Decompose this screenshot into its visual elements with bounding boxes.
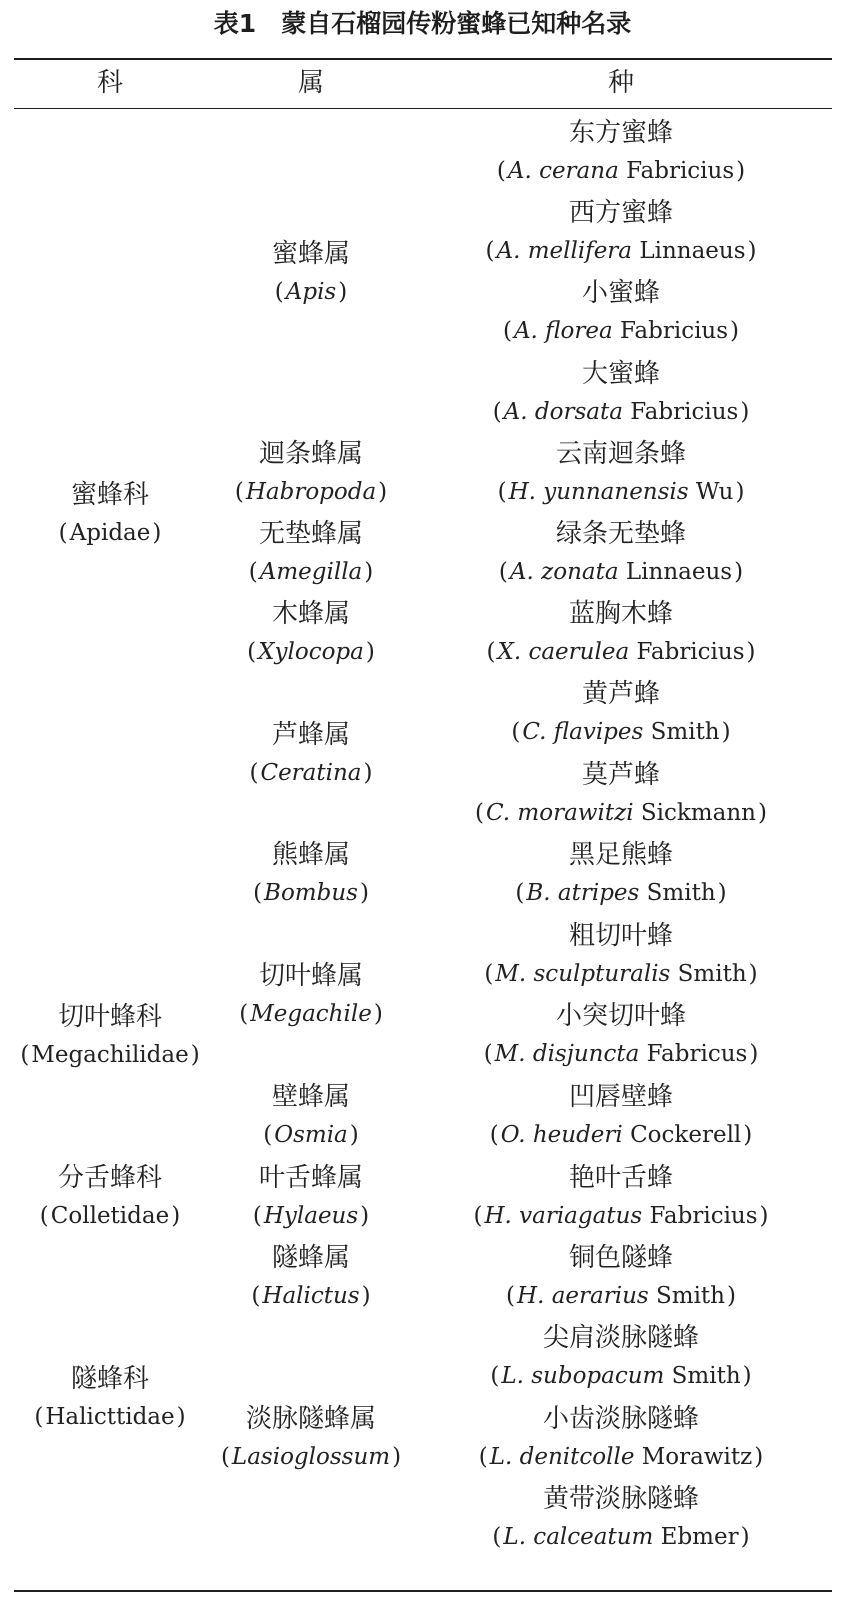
bottom-rule — [14, 1590, 832, 1592]
header-genus: 属 — [297, 68, 325, 98]
species-cell — [513, 836, 728, 912]
species-name-zh: 小突切叶蜂 — [555, 1001, 686, 1031]
species-name-zh: 粗切叶蜂 — [568, 921, 674, 951]
species-name-zh: 艳叶舌蜂 — [568, 1163, 674, 1193]
species-name-latin: (A. florea Fabricius) — [502, 318, 740, 344]
species-cell — [484, 595, 757, 671]
genus-cell — [219, 1400, 403, 1476]
genus-cell — [247, 515, 376, 591]
family-name-latin: (Megachilidae) — [20, 1042, 200, 1068]
genus-cell — [272, 235, 350, 311]
header-species: 种 — [607, 68, 635, 98]
family-cell — [57, 476, 164, 552]
species-name-zh: 大蜜蜂 — [581, 359, 661, 389]
species-name-zh: 小蜜蜂 — [581, 278, 661, 308]
genus-name-latin: (Apis) — [274, 279, 348, 305]
species-cell — [509, 675, 732, 751]
genus-name-zh: 淡脉隧蜂属 — [245, 1404, 376, 1434]
genus-name-zh: 隧蜂属 — [271, 1243, 351, 1273]
family-name-zh: 隧蜂科 — [70, 1364, 150, 1394]
species-name-zh: 绿条无垫蜂 — [555, 519, 687, 549]
species-name-zh: 西方蜜蜂 — [568, 198, 674, 228]
species-cell — [482, 997, 761, 1073]
genus-cell — [247, 716, 374, 792]
species-name-latin: (C. flavipes Smith) — [511, 719, 731, 745]
genus-cell — [249, 1239, 372, 1315]
header-family: 科 — [96, 68, 124, 98]
family-name-latin: (Apidae) — [58, 520, 162, 546]
species-name-zh: 莫芦蜂 — [581, 760, 660, 790]
genus-name-latin: (Hylaeus) — [252, 1203, 370, 1229]
species-name-zh: 黄芦蜂 — [581, 679, 660, 709]
species-cell — [501, 274, 741, 350]
family-name-zh: 蜜蜂科 — [70, 480, 149, 510]
species-name-zh: 尖肩淡脉隧蜂 — [542, 1323, 700, 1353]
genus-name-zh: 蜜蜂属 — [271, 239, 351, 269]
species-cell — [488, 1078, 755, 1154]
species-name-zh: 云南迴条蜂 — [555, 439, 686, 469]
species-name-latin: (H. variagatus Fabricius) — [473, 1203, 769, 1229]
family-cell — [38, 1159, 182, 1235]
genus-cell — [233, 435, 389, 511]
header-rule — [14, 108, 832, 109]
species-name-latin: (B. atripes Smith) — [515, 880, 727, 906]
family-name-zh: 分舌蜂科 — [57, 1163, 163, 1193]
genus-name-zh: 切叶蜂属 — [258, 961, 363, 991]
species-name-zh: 铜色隧蜂 — [568, 1243, 674, 1273]
species-name-zh: 凹唇壁蜂 — [568, 1082, 674, 1112]
family-cell — [32, 1360, 187, 1436]
species-name-latin: (A. zonata Linnaeus) — [498, 559, 744, 585]
genus-name-zh: 壁蜂属 — [271, 1082, 351, 1112]
genus-name-latin: (Bombus) — [253, 880, 369, 906]
genus-cell — [251, 1159, 371, 1235]
genus-name-latin: (Halictus) — [251, 1283, 371, 1309]
species-cell — [497, 515, 745, 591]
species-name-latin: (O. heuderi Cockerell) — [489, 1122, 753, 1148]
species-name-zh: 黄带淡脉隧蜂 — [542, 1484, 700, 1514]
species-cell — [491, 355, 752, 431]
species-name-latin: (L. subopacum Smith) — [490, 1363, 752, 1389]
genus-cell — [237, 957, 385, 1033]
family-name-zh: 切叶蜂科 — [57, 1002, 162, 1032]
genus-name-latin: (Amegilla) — [248, 559, 374, 585]
species-cell — [495, 114, 747, 190]
species-name-latin: (H. aerarius Smith) — [506, 1283, 736, 1309]
table-title: 表1 蒙自石榴园传粉蜜蜂已知种名录 — [213, 9, 632, 38]
genus-name-zh: 迴条蜂属 — [258, 439, 363, 469]
species-cell — [471, 1159, 770, 1235]
species-cell — [477, 1400, 766, 1476]
species-name-latin: (L. calceatum Ebmer) — [492, 1524, 750, 1550]
genus-name-zh: 芦蜂属 — [271, 720, 351, 750]
species-name-zh: 黑足熊蜂 — [568, 840, 674, 870]
species-name-latin: (A. cerana Fabricius) — [496, 158, 746, 184]
species-name-latin: (A. dorsata Fabricius) — [492, 399, 750, 425]
species-cell — [483, 194, 758, 270]
species-cell — [504, 1239, 738, 1315]
species-name-zh: 东方蜜蜂 — [568, 118, 674, 148]
genus-name-zh: 木蜂属 — [271, 599, 350, 629]
genus-cell — [245, 595, 377, 671]
species-cell — [490, 1480, 751, 1556]
genus-name-latin: (Megachile) — [239, 1001, 383, 1027]
genus-name-zh: 无垫蜂属 — [258, 519, 364, 549]
family-name-latin: (Halicttidae) — [34, 1404, 186, 1430]
species-name-latin: (H. yunnanensis Wu) — [497, 479, 745, 505]
genus-name-latin: (Osmia) — [263, 1122, 359, 1148]
family-cell — [18, 998, 201, 1074]
genus-cell — [251, 836, 371, 912]
genus-cell — [261, 1078, 361, 1154]
genus-name-latin: (Ceratina) — [249, 760, 373, 786]
species-name-zh: 蓝胸木蜂 — [568, 599, 673, 629]
species-name-latin: (M. sculpturalis Smith) — [484, 961, 758, 987]
species-name-latin: (M. disjuncta Fabricus) — [483, 1041, 759, 1067]
species-name-latin: (L. denitcolle Morawitz) — [478, 1444, 764, 1470]
genus-name-latin: (Lasioglossum) — [220, 1444, 402, 1470]
species-cell — [482, 917, 759, 993]
species-name-latin: (C. morawitzi Sickmann) — [475, 800, 767, 826]
species-cell — [496, 435, 747, 511]
genus-name-zh: 熊蜂属 — [271, 840, 350, 870]
genus-name-latin: (Habropoda) — [234, 479, 388, 505]
species-name-latin: (X. caerulea Fabricius) — [486, 639, 756, 665]
species-name-zh: 小齿淡脉隧蜂 — [542, 1404, 699, 1434]
genus-name-zh: 叶舌蜂属 — [258, 1163, 364, 1193]
species-name-latin: (A. mellifera Linnaeus) — [485, 238, 757, 264]
species-cell — [473, 756, 769, 832]
species-cell — [488, 1319, 753, 1395]
top-rule — [14, 58, 832, 60]
family-name-latin: (Colletidae) — [39, 1203, 181, 1229]
genus-name-latin: (Xylocopa) — [247, 639, 375, 665]
